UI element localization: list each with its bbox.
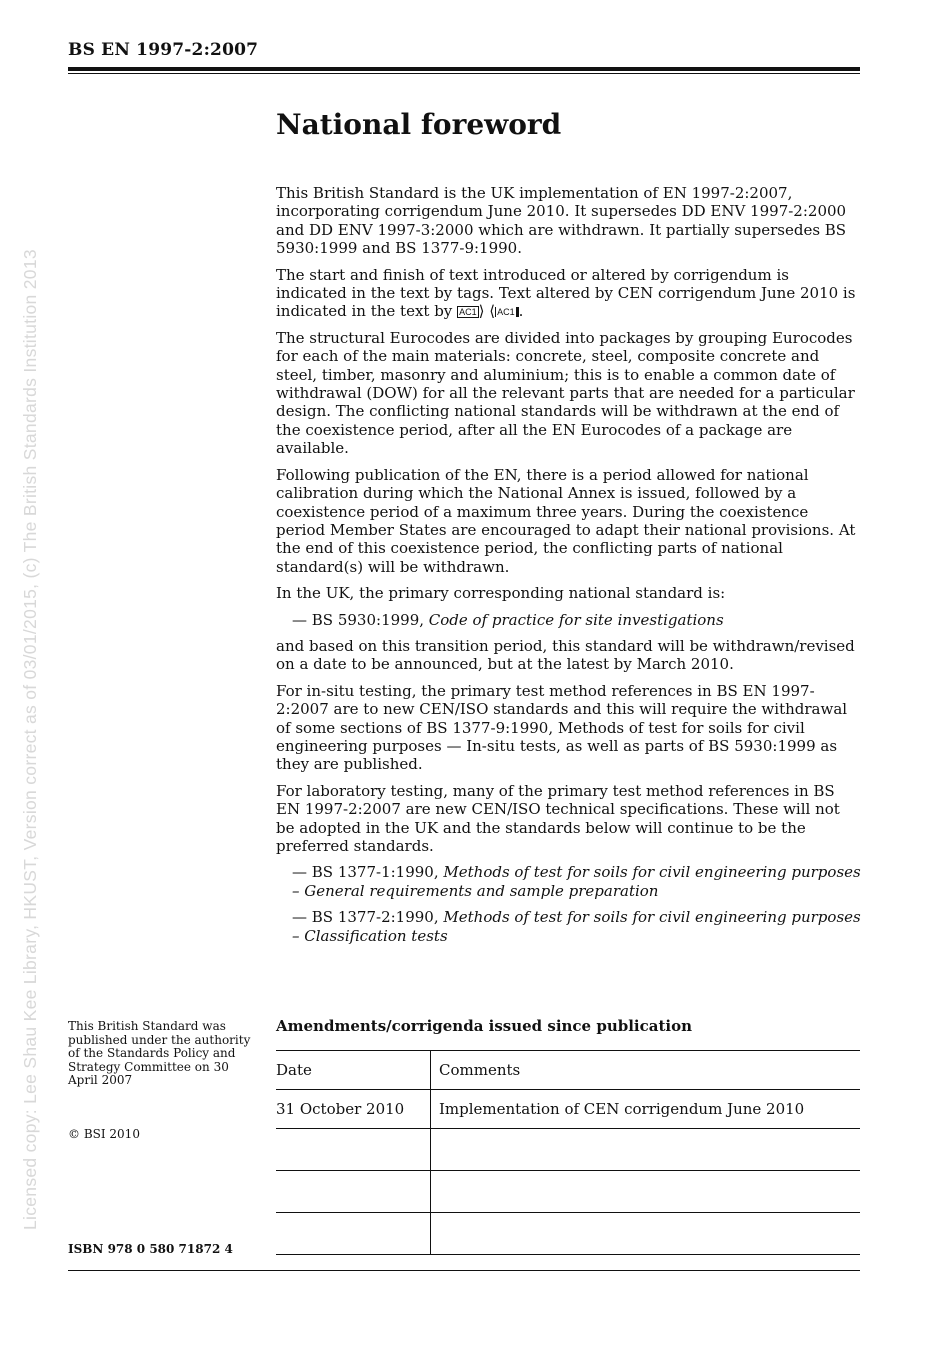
paragraph-supersedes: This British Standard is the UK implementation of EN 1997-2:2007, incorporating corrigendum June 2010. It supersedes DD ENV 1997-2:2000 and DD ENV 1997-3:2000 which are withdrawn. It partially supersedes BS 5930:1999 and BS 1377-9:1990. (276, 184, 847, 258)
amendment-comment: Implementation of CEN corrigendum June 2010 (431, 1090, 861, 1129)
table-row-empty (276, 1171, 860, 1213)
license-watermark: Licensed copy: Lee Shau Kee Library, HKUST, Version correct as of 03/01/2015, (c) The British Standards Institution 2013 (20, 249, 40, 1230)
paragraph-laboratory-testing: For laboratory testing, many of the primary test method references in BS EN 1997-2:2007 are new CEN/ISO technical specifications. These will not be adopted in the UK and the standards below will continue to be the preferred standards. (276, 781, 840, 855)
isbn: ISBN 978 0 580 71872 4 (68, 1242, 233, 1256)
ac-end-tag-icon: AC1 (495, 307, 519, 317)
column-header-date: Date (276, 1051, 431, 1090)
paragraph-corrigendum-tags: The start and finish of text introduced or altered by corrigendum is indicated in the text by tags. Text altered by CEN corrigendum June 2010 is indicated in the text by AC1 ⟩ ⟨ AC1 . (276, 265, 856, 321)
paragraph-national-calibration: Following publication of the EN, there is a period allowed for national calibration during which the National Annex is issued, followed by a coexistence period of a maximum three years. During the coexistence period Member States are encouraged to adapt their national provisions. At the end of this coexistence period, the conflicting parts of national standard(s) will be withdrawn. (276, 465, 856, 576)
amendments-title: Amendments/corrigenda issued since publication (276, 1017, 692, 1035)
table-row-empty (276, 1213, 860, 1255)
column-header-comments: Comments (431, 1051, 861, 1090)
publication-note: This British Standard was published under the authority of the Standards Policy and Strategy Committee on 30 April 2007 (68, 1019, 251, 1087)
table-header-row (276, 1051, 860, 1090)
list-item-title: Methods of test for soils for civil engineering purposes – General requirements and sample preparation (292, 863, 861, 900)
list-item-title: Methods of test for soils for civil engineering purposes – Classification tests (292, 908, 861, 945)
paragraph-eurocode-packages: The structural Eurocodes are divided into packages by grouping Eurocodes for each of the main materials: concrete, steel, composite concrete and steel, timber, masonry and aluminium; this is to enable a common date of withdrawal (DOW) for all the relevant parts that are needed for a particular design. The conflicting national standards will be withdrawn at the end of the coexistence period, after all the EN Eurocodes of a package are available. (276, 328, 855, 458)
foreword-body (276, 184, 861, 953)
copyright-notice: © BSI 2010 (68, 1127, 140, 1141)
paragraph-uk-standard: In the UK, the primary corresponding national standard is: (276, 584, 726, 603)
list-item-bs5930: — BS 5930:1999, Code of practice for site investigations (292, 610, 724, 629)
paragraph-in-situ-testing: For in-situ testing, the primary test method references in BS EN 1997-2:2007 are to new CEN/ISO standards and this will require the withdrawal of some sections of BS 1377-9:1990, Methods of test for soils for civil engineering purposes — In-situ tests, as well as parts of BS 5930:1999 as they are published. (276, 681, 848, 774)
header-rule-thick (68, 67, 860, 71)
list-item-title: Code of practice for site investigations (428, 610, 724, 629)
ac-start-tag-icon: AC1 (459, 307, 477, 318)
corrigendum-tags-end: . (518, 302, 524, 321)
page-title: National foreword (276, 108, 562, 141)
amendment-date: 31 October 2010 (276, 1090, 431, 1129)
corrigendum-tags-text: The start and finish of text introduced or altered by corrigendum is indicated in the text by tags. Text altered by CEN corrigendum June 2010 is indicated in the text by (276, 265, 856, 321)
list-item-bs1377-1: — BS 1377-1:1990, Methods of test for soils for civil engineering purposes – General requirements and sample preparation (292, 863, 861, 900)
header-rule-thin (68, 73, 860, 74)
list-item-bs1377-2: — BS 1377-2:1990, Methods of test for soils for civil engineering purposes – Classification tests (292, 908, 861, 945)
amendments-table (276, 1050, 860, 1255)
document-code: BS EN 1997-2:2007 (68, 40, 259, 60)
paragraph-transition: and based on this transition period, this standard will be withdrawn/revised on a date to be announced, but at the latest by March 2010. (276, 636, 855, 674)
footer-rule (68, 1270, 860, 1271)
table-row-empty (276, 1129, 860, 1171)
table-row (276, 1090, 860, 1129)
